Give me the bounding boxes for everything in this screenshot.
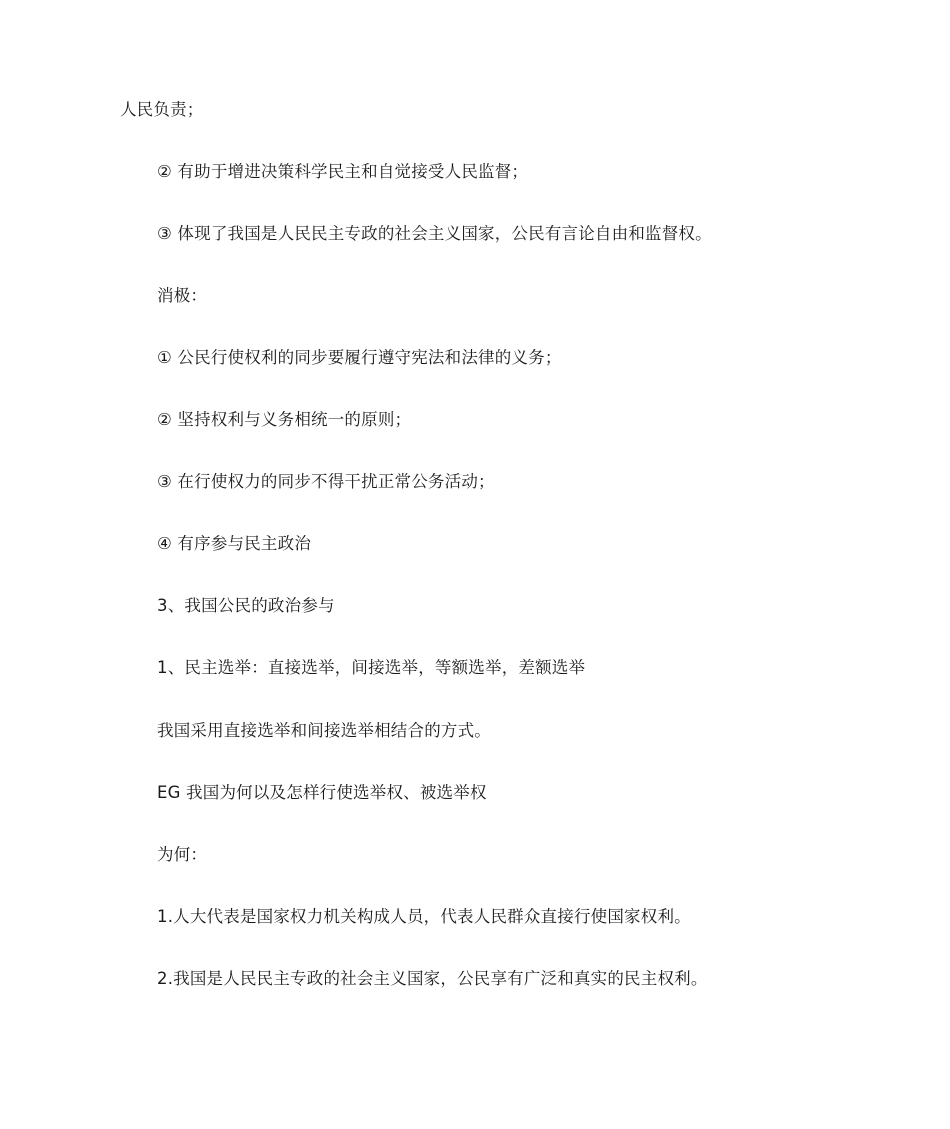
text-line: 1.人大代表是国家权力机关构成人员，代表人民群众直接行使国家权利。 [157, 907, 691, 926]
text-line: 人民负责； [120, 100, 204, 119]
text-line: 2.我国是人民民主专政的社会主义国家，公民享有广泛和真实的民主权利。 [157, 969, 708, 988]
text-line: ② 有助于增进决策科学民主和自觉接受人民监督； [157, 162, 529, 181]
text-line: ③ 在行使权力的同步不得干扰正常公务活动； [157, 472, 495, 491]
section-heading: 3、我国公民的政治参与 [157, 596, 335, 615]
text-line: ④ 有序参与民主政治 [157, 534, 312, 553]
text-line: 为何： [157, 845, 208, 864]
text-line: 1、民主选举：直接选举，间接选举，等额选举，差额选举 [157, 658, 586, 677]
text-line: ① 公民行使权利的同步要履行遵守宪法和法律的义务； [157, 348, 562, 367]
text-line: EG 我国为何以及怎样行使选举权、被选举权 [157, 783, 487, 802]
text-line: ③ 体现了我国是人民民主专政的社会主义国家，公民有言论自由和监督权。 [157, 224, 712, 243]
text-line: ② 坚持权利与义务相统一的原则； [157, 410, 412, 429]
text-line: 消极： [157, 286, 208, 305]
text-line: 我国采用直接选举和间接选举相结合的方式。 [157, 721, 491, 740]
